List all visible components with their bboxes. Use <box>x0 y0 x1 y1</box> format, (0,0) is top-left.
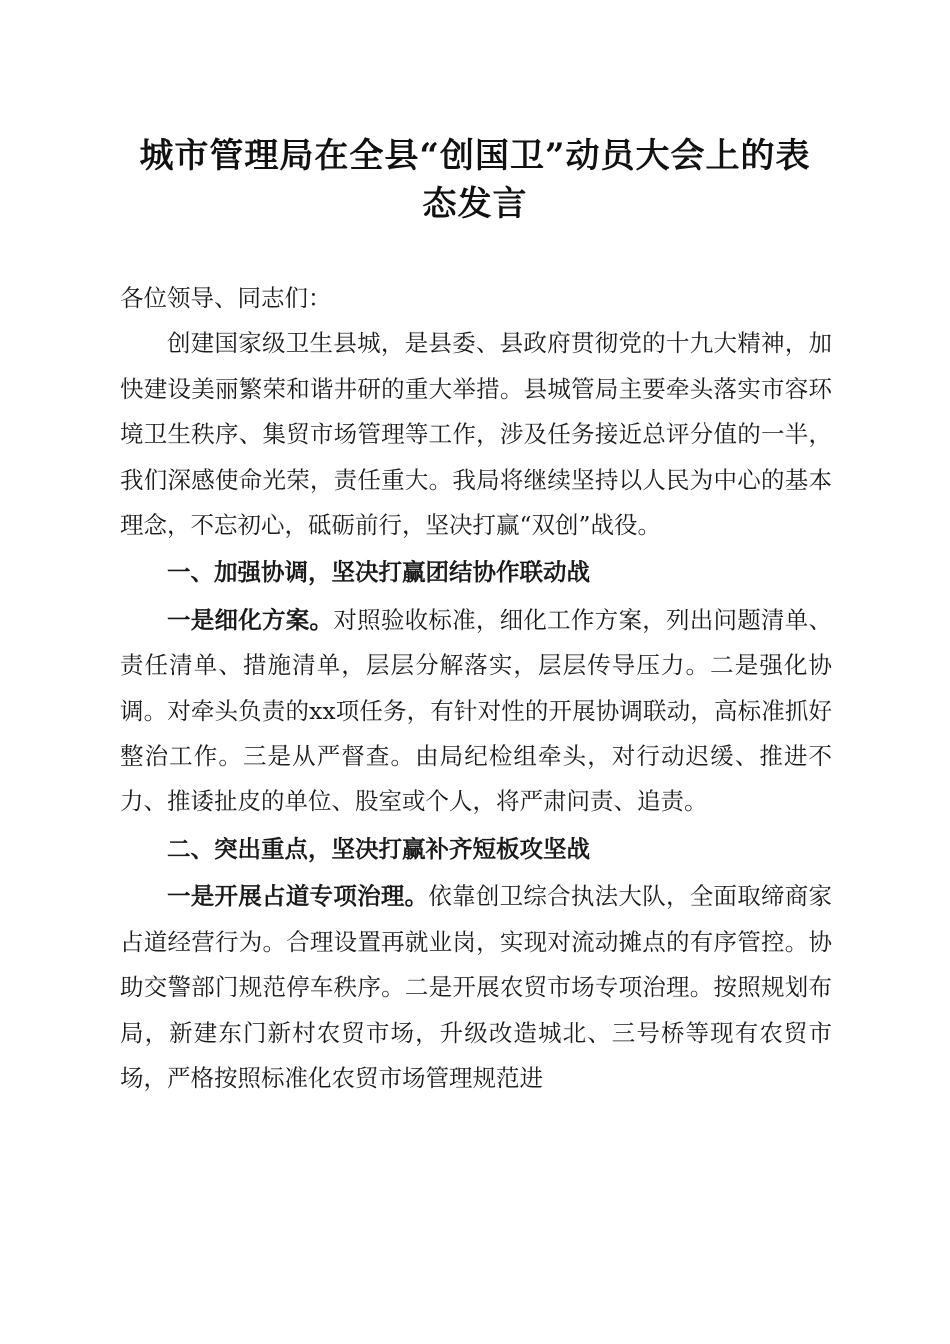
section-1-heading: 一、加强协调，坚决打赢团结协作联动战 <box>167 558 590 587</box>
section-2-body: 依靠创卫综合执法大队，全面取缔商家占道经营行为。合理设置再就业岗，实现对流动摊点的有序管控。协助交警部门规范停车秩序。二是开展农贸市场专项治理。按照规划布局，新建东门新村农贸市场，升级改造城北、三号桥等现有农贸市场，严格按照标准化农贸市场管理规范进 <box>120 882 833 1092</box>
title-line-2: 态发言 <box>422 184 528 224</box>
page-title <box>100 132 850 228</box>
section-1-body: 对照验收标准，细化工作方案，列出问题清单、责任清单、措施清单，层层分解落实，层层传导压力。二是强化协调。对牵头负责的xx项任务，有针对性的开展协调联动，高标准抓好整治工作。三是从严督查。由局纪检组牵头，对行动迟缓、推进不力、推诿扯皮的单位、股室或个人，将严肃问责、追责。 <box>120 605 833 816</box>
document-body <box>120 276 832 1101</box>
salutation: 各位领导、同志们： <box>120 284 332 312</box>
intro-paragraph: 创建国家级卫生县城，是县委、县政府贯彻党的十九大精神，加快建设美丽繁荣和谐井研的重大举措。县城管局主要牵头落实市容环境卫生秩序、集贸市场管理等工作，涉及任务接近总评分值的一半，我们深感使命光荣，责任重大。我局将继续坚持以人民为中心的基本理念，不忘初心，砥砺前行，坚决打赢“双创”战役。 <box>120 329 832 540</box>
title-line-1: 城市管理局在全县“创国卫”动员大会上的表 <box>139 136 811 176</box>
section-2-heading: 二、突出重点，坚决打赢补齐短板攻坚战 <box>167 834 590 863</box>
section-2-paragraph <box>120 874 832 1101</box>
section-2-lead: 一是开展占道专项治理。 <box>167 882 429 911</box>
section-1-paragraph <box>120 598 832 825</box>
section-1-lead: 一是细化方案。 <box>167 605 334 634</box>
